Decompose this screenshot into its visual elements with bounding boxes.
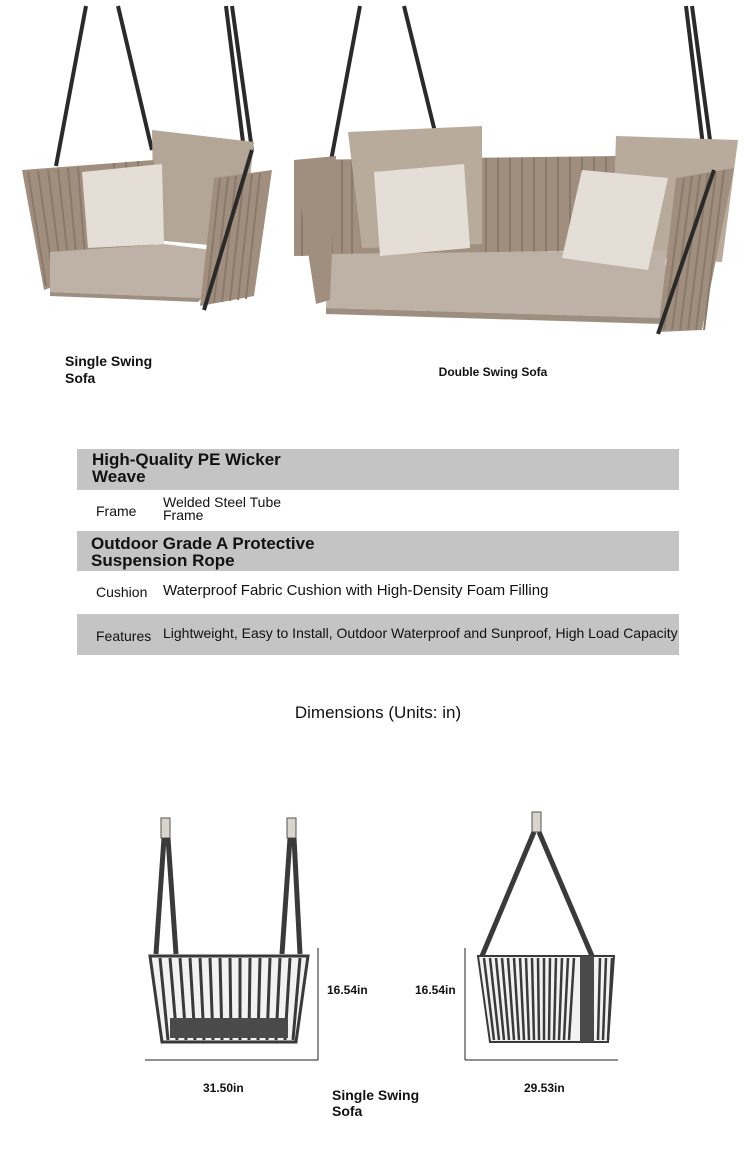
spec-row-rope (77, 531, 679, 571)
cushion-value: Waterproof Fabric Cushion with High-Density Foam Filling (163, 582, 549, 599)
double-swing-sofa-caption: Double Swing Sofa (438, 365, 548, 379)
rope-title: Outdoor Grade A Protective Suspension Rope (91, 534, 315, 570)
cushion-label: Cushion (96, 584, 148, 600)
side-view-drawing (462, 808, 622, 1064)
spec-row-cushion (77, 572, 679, 613)
frame-label: Frame (96, 503, 137, 519)
spec-row-frame (77, 490, 679, 530)
single-swing-sofa-image (14, 0, 282, 322)
dimensions-caption: Single Swing Sofa (332, 1087, 420, 1119)
features-value: Lightweight, Easy to Install, Outdoor Waterproof and Sunproof, High Load Capacity (163, 625, 678, 641)
features-label: Features (96, 628, 152, 644)
front-width-label: 31.50in (203, 1081, 244, 1095)
spec-row-weave (77, 449, 679, 490)
frame-value: Welded Steel Tube Frame (163, 494, 282, 523)
weave-title: High-Quality PE Wicker Weave (92, 450, 281, 486)
front-height-label: 16.54in (327, 983, 368, 997)
front-view-drawing (140, 808, 330, 1066)
single-swing-sofa-caption: Single Swing Sofa (65, 353, 153, 386)
side-depth-label: 29.53in (524, 1081, 565, 1095)
double-swing-sofa-image (286, 0, 744, 340)
side-height-label: 16.54in (415, 983, 456, 997)
spec-row-features (77, 614, 679, 655)
dimensions-title: Dimensions (Units: in) (294, 703, 462, 722)
